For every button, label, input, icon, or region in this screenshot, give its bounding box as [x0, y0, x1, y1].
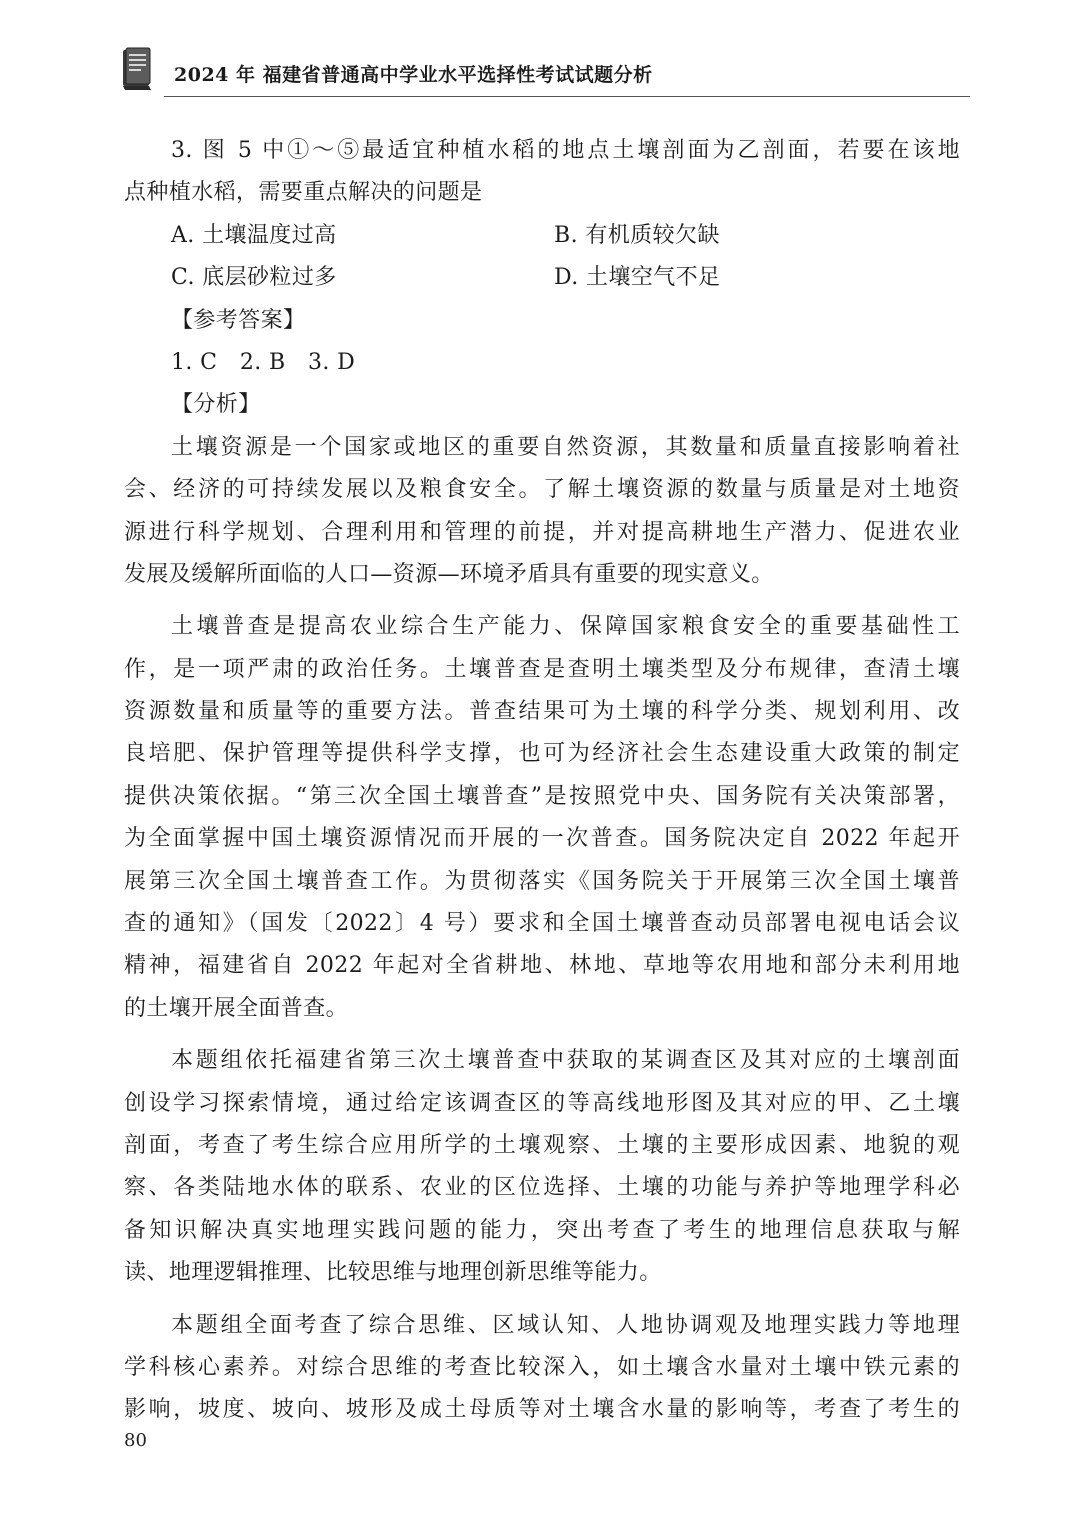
- option-d: D. 土壤空气不足: [554, 265, 721, 291]
- running-header-title: 2024 年 福建省普通高中学业水平选择性考试试题分析: [174, 64, 653, 86]
- book-icon: [120, 46, 154, 92]
- page-number: 80: [124, 1430, 147, 1451]
- answers-heading: 【参考答案】: [171, 307, 306, 333]
- paragraph-line: 读、地理逻辑推理、比较思维与地理创新思维等能力。: [124, 1260, 662, 1286]
- options-row: [124, 257, 960, 299]
- paragraph-line: 备知识解决真实地理实践问题的能力，突出考查了考生的地理信息获取与解: [124, 1217, 960, 1243]
- paragraph-line: 本题组依托福建省第三次土壤普查中获取的某调查区及其对应的土壤剖面: [171, 1048, 960, 1074]
- options-row: [124, 215, 960, 257]
- answers-section: [124, 300, 960, 385]
- paragraph-line: 精神，福建省自 2022 年起对全省耕地、林地、草地等农用地和部分未利用地: [124, 953, 960, 979]
- paragraph-line: 发展及缓解所面临的人口—资源—环境矛盾具有重要的现实意义。: [124, 561, 774, 587]
- analysis-section: [124, 384, 960, 1431]
- paragraph-line: 影响，坡度、坡向、坡形及成土母质等对土壤含水量的影响等，考查了考生的: [124, 1397, 960, 1423]
- option-a: A. 土壤温度过高: [171, 222, 337, 248]
- paragraph-line: 查的通知》（国发〔2022〕4 号）要求和全国土壤普查动员部署电视电话会议: [124, 911, 960, 937]
- paragraph-line: 学科核心素养。对综合思维的考查比较深入，如土壤含水量对土壤中铁元素的: [124, 1354, 960, 1380]
- paragraph-line: 展第三次全国土壤普查工作。为贯彻落实《国务院关于开展第三次全国土壤普: [124, 868, 960, 894]
- question-3: [124, 130, 960, 300]
- header-divider: [164, 96, 970, 97]
- question-stem-line: 3. 图 5 中①～⑤最适宜种植水稻的地点土壤剖面为乙剖面，若要在该地: [171, 138, 960, 163]
- paragraph-line: 良培肥、保护管理等提供科学支撑，也可为经济社会生态建设重大政策的制定: [124, 741, 960, 767]
- answers-text: 1. C 2. B 3. D: [171, 349, 356, 375]
- analysis-paragraph: [124, 1040, 960, 1294]
- paragraph-line: 作，是一项严肃的政治任务。土壤普查是查明土壤类型及分布规律，查清土壤: [124, 656, 960, 682]
- analysis-paragraph: [124, 427, 960, 597]
- paragraph-line: 本题组全面考查了综合思维、区域认知、人地协调观及地理实践力等地理: [171, 1312, 960, 1338]
- question-stem-line: 点种植水稻，需要重点解决的问题是: [124, 180, 483, 206]
- paragraph-line: 土壤普查是提高农业综合生产能力、保障国家粮食安全的重要基础性工: [171, 614, 960, 640]
- paragraph-line: 土壤资源是一个国家或地区的重要自然资源，其数量和质量直接影响着社: [171, 434, 960, 460]
- analysis-heading: 【分析】: [171, 392, 261, 418]
- option-c: C. 底层砂粒过多: [171, 265, 337, 291]
- paragraph-line: 会、经济的可持续发展以及粮食安全。了解土壤资源的数量与质量是对土地资: [124, 477, 960, 503]
- analysis-paragraph: [124, 1305, 960, 1432]
- page-body: [124, 130, 960, 1432]
- paragraph-line: 资源数量和质量等的重要方法。普查结果可为土壤的科学分类、规划利用、改: [124, 699, 960, 725]
- paragraph-line: 察、各类陆地水体的联系、农业的区位选择、土壤的功能与养护等地理学科必: [124, 1175, 960, 1201]
- analysis-paragraph: [124, 606, 960, 1030]
- paragraph-line: 为全面掌握中国土壤资源情况而开展的一次普查。国务院决定自 2022 年起开: [124, 826, 960, 852]
- paragraph-line: 的土壤开展全面普查。: [124, 995, 349, 1021]
- paragraph-line: 剖面，考查了考生综合应用所学的土壤观察、土壤的主要形成因素、地貌的观: [124, 1132, 960, 1158]
- paragraph-line: 创设学习探索情境，通过给定该调查区的等高线地形图及其对应的甲、乙土壤: [124, 1090, 960, 1116]
- paragraph-line: 源进行科学规划、合理利用和管理的前提，并对提高耕地生产潜力、促进农业: [124, 519, 960, 545]
- option-b: B. 有机质较欠缺: [554, 222, 720, 248]
- page-header: [120, 38, 970, 100]
- paragraph-line: 提供决策依据。“第三次全国土壤普查”是按照党中央、国务院有关决策部署，: [124, 783, 960, 809]
